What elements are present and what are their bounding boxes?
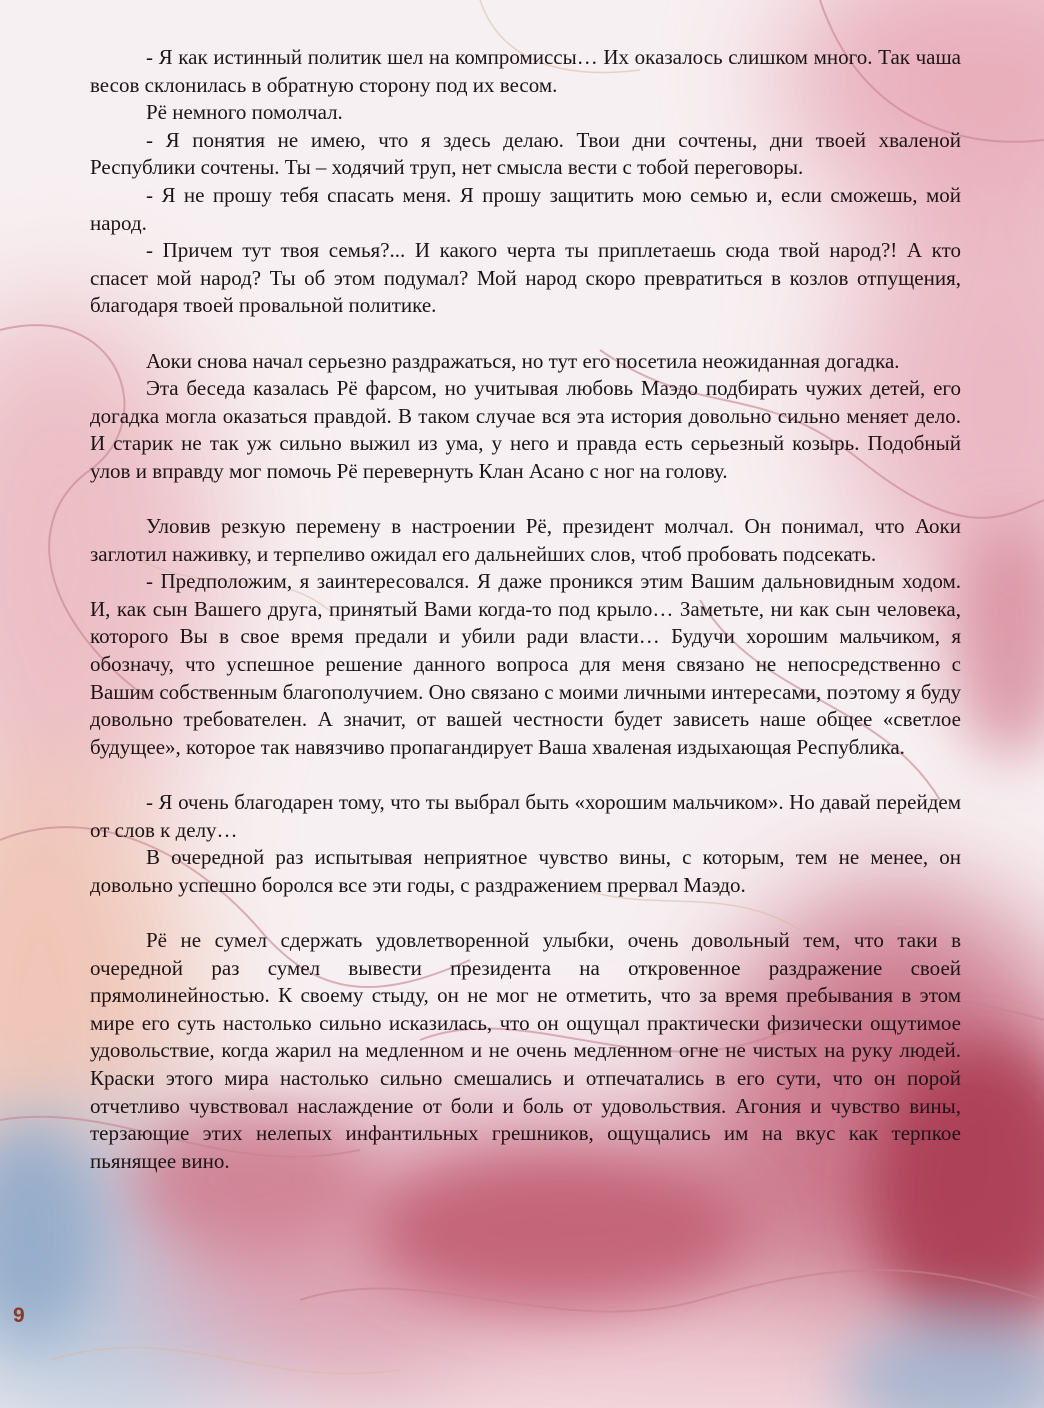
paragraph: Уловив резкую перемену в настроении Рё, президент молчал. Он понимал, что Аоки заглотил наживку, и терпеливо ожидал его дальнейших слов, чтоб пробовать подсекать.	[90, 514, 961, 566]
page-text	[90, 44, 961, 1175]
paragraph: Эта беседа казалась Рё фарсом, но учитывая любовь Маэдо подбирать чужих детей, его догадка могла оказаться правдой. В таком случае вся эта история довольно сильно меняет дело. И старик не так уж сильно выжил из ума, у него и правда есть серьезный козырь. Подобный улов и вправду мог помочь Рё перевернуть Клан Асано с ног на голову.	[90, 376, 961, 483]
paragraph: - Я не прошу тебя спасать меня. Я прошу защитить мою семью и, если сможешь, мой народ.	[90, 182, 961, 235]
page-number: 9	[13, 1304, 25, 1327]
paragraph: Рё не сумел сдержать удовлетворенной улыбки, очень довольный тем, что таки в очередной раз сумел вывести президента на откровенное раздражение своей прямолинейностью. К своему стыду, он не мог не отметить, что за время пребывания в этом мире его суть настолько сильно исказилась, что он ощущал практически физически ощутимое удовольствие, когда жарил на медленном и не очень медленном огне не чистых на руку людей. Краски этого мира настолько сильно смешались и отпечатались в его сути, что он порой отчетливо чувствовал наслаждение от боли и боль от удовольствия. Агония и чувство вины, терзающие этих нелепых инфантильных грешников, ощущались им на вкус как терпкое пьянящее вино.	[90, 928, 961, 1173]
paragraph: - Я понятия не имею, что я здесь делаю. Твои дни сочтены, дни твоей хваленой Республики сочтены. Ты – ходячий труп, нет смысла вести с тобой переговоры.	[90, 127, 961, 180]
paragraph: - Я очень благодарен тому, что ты выбрал быть «хорошим мальчиком». Но давай перейдем от слов к делу…	[90, 790, 961, 842]
paragraph: - Предположим, я заинтересовался. Я даже проникся этим Вашим дальновидным ходом. И, как сын Вашего друга, принятый Вами когда-то под крыло… Заметьте, ни как сын человека, которого Вы в свое время предали и убили ради власти… Будучи хорошим мальчиком, я обозначу, что успешное решение данного вопроса для меня связано не непосредственно с Вашим собственным благополучием. Оно связано с моими личными интересами, поэтому я буду довольно требователен. А значит, от вашей честности будет зависеть наше общее «светлое будущее», которое так навязчиво пропагандирует Ваша хваленая издыхающая Республика.	[90, 569, 961, 759]
paragraph: - Причем тут твоя семья?... И какого черта ты приплетаешь сюда твой народ?! А кто спасет мой народ? Ты об этом подумал? Мой народ скоро превратиться в козлов отпущения, благодаря твоей провальной политике.	[90, 238, 961, 318]
paragraph: - Я как истинный политик шел на компромиссы… Их оказалось слишком много. Так чаша весов склонилась в обратную сторону под их весом.	[90, 45, 961, 97]
paragraph: В очередной раз испытывая неприятное чувство вины, с которым, тем не менее, он довольно успешно боролся все эти годы, с раздражением прервал Маэдо.	[90, 845, 961, 897]
paragraph: Рё немного помолчал.	[146, 100, 343, 125]
paragraph: Аоки снова начал серьезно раздражаться, но тут его посетила неожиданная догадка.	[146, 348, 900, 373]
